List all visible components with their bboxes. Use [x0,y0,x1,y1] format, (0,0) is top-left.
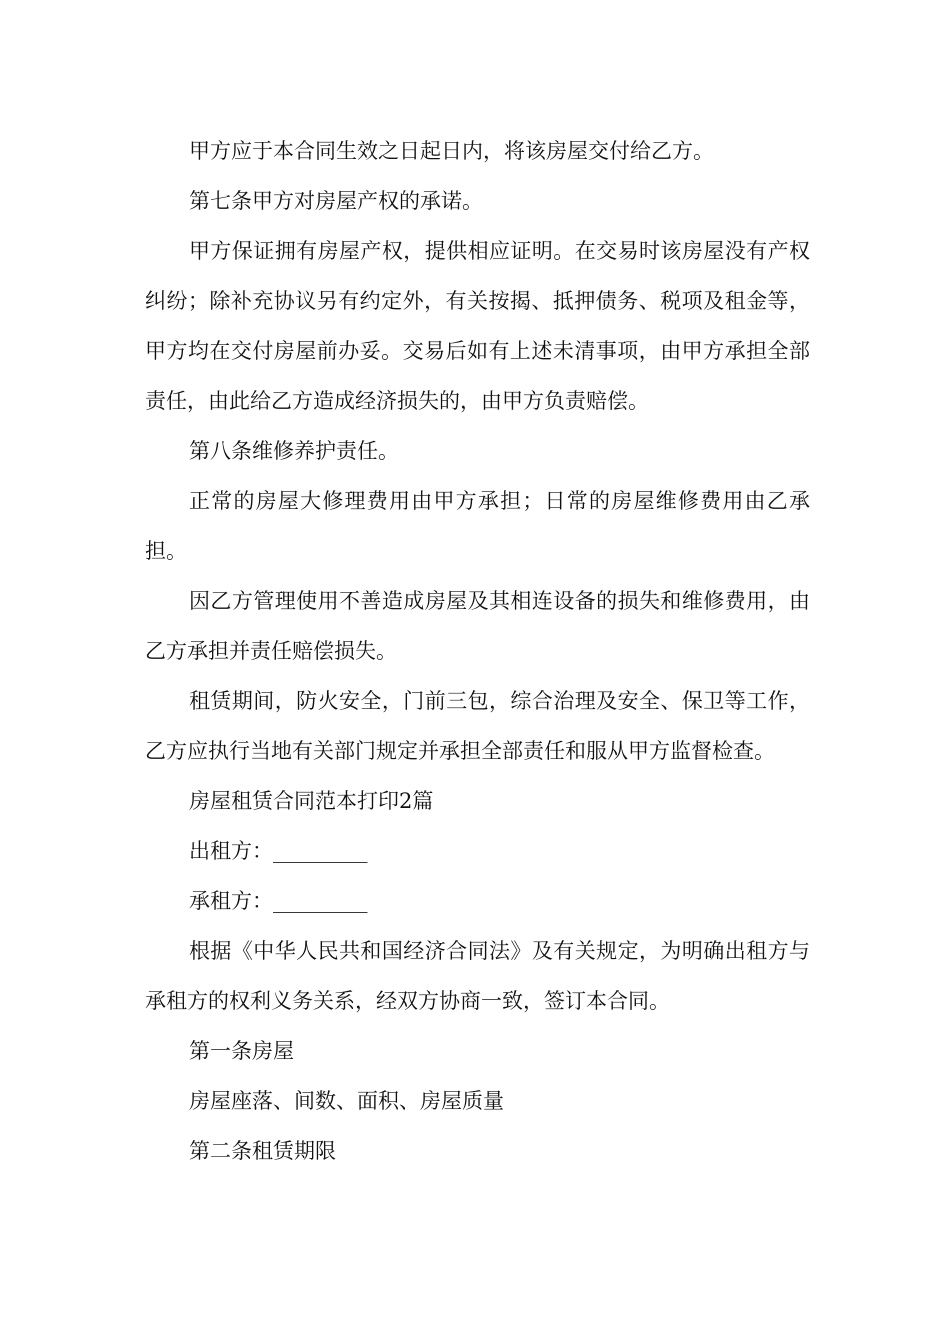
heading-article-1: 第一条房屋 [189,1039,294,1063]
paragraph-damage-liability: 因乙方管理使用不善造成房屋及其相连设备的损失和维修费用，由乙方承担并责任赔偿损失。 [145,589,810,663]
heading-article-8: 第八条维修养护责任。 [189,439,399,463]
paragraph-safety-duties: 租赁期间，防火安全，门前三包，综合治理及安全、保卫等工作，乙方应执行当地有关部门规定并承担全部责任和服从甲方监督检查。 [145,689,810,763]
document-body [145,126,810,1176]
heading-article-2: 第二条租赁期限 [189,1139,336,1163]
heading-article-7: 第七条甲方对房屋产权的承诺。 [189,189,483,213]
paragraph-legal-basis: 根据《中华人民共和国经济合同法》及有关规定，为明确出租方与承租方的权利义务关系，经双方协商一致，签订本合同。 [145,939,810,1013]
paragraph-repair-costs: 正常的房屋大修理费用由甲方承担；日常的房屋维修费用由乙承担。 [145,489,810,563]
paragraph-property-details: 房屋座落、间数、面积、房屋质量 [189,1089,504,1113]
lessor-field: 出租方：_________ [189,839,368,863]
paragraph-delivery-deadline: 甲方应于本合同生效之日起日内，将该房屋交付给乙方。 [189,139,714,163]
section-title: 房屋租赁合同范本打印2篇 [189,789,434,813]
lessee-field: 承租方：_________ [189,889,368,913]
paragraph-property-rights-guarantee: 甲方保证拥有房屋产权，提供相应证明。在交易时该房屋没有产权纠纷；除补充协议另有约定外，有关按揭、抵押债务、税项及租金等，甲方均在交付房屋前办妥。交易后如有上述未清事项，由甲方承担全部责任，由此给乙方造成经济损失的，由甲方负责赔偿。 [145,239,810,413]
